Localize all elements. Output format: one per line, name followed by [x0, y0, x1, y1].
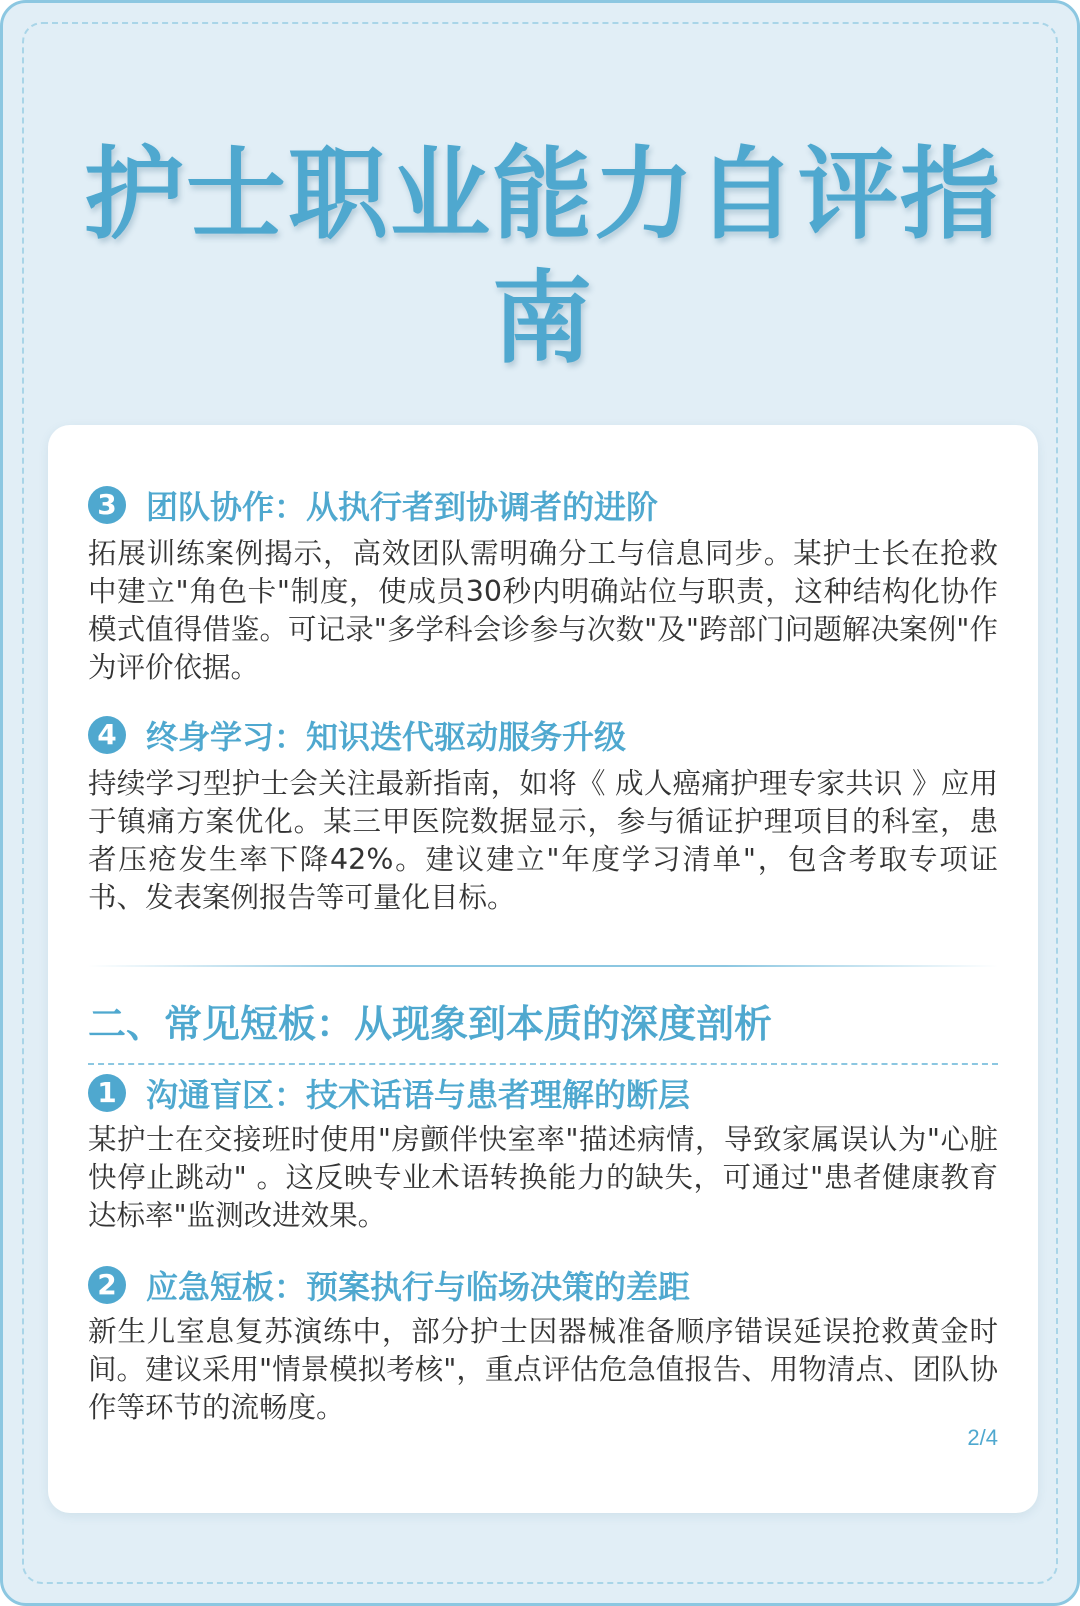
item-body: 持续学习型护士会关注最新指南，如将《 成人癌痛护理专家共识 》应用于镇痛方案优化。某三甲医院数据显示，参与循证护理项目的科室，患者压疮发生率下降42%。建议建立"年度学习清单"，包含考取专项证书、发表案例报告等可量化目标。	[88, 767, 998, 914]
item-header-teamwork	[88, 483, 658, 527]
section-divider	[88, 965, 998, 967]
number-badge-icon: 1	[88, 1074, 126, 1112]
item-title: 团队协作：从执行者到协调者的进阶	[146, 488, 659, 526]
item-header-communication	[88, 1071, 690, 1115]
item-body: 某护士在交接班时使用"房颤伴快室率"描述病情，导致家属误认为"心脏快停止跳动" 。这反映专业术语转换能力的缺失，可通过"患者健康教育达标率"监测改进效果。	[88, 1123, 998, 1232]
item-title: 终身学习：知识迭代驱动服务升级	[146, 718, 627, 756]
number-badge-icon: 3	[88, 486, 126, 524]
number-badge-icon: 4	[88, 716, 126, 754]
item-header-lifelong-learning	[88, 713, 626, 757]
item-body: 新生儿室息复苏演练中，部分护士因器械准备顺序错误延误抢救黄金时间。建议采用"情景模拟考核"，重点评估危急值报告、用物清点、团队协作等环节的流畅度。	[88, 1315, 998, 1424]
item-title: 应急短板：预案执行与临场决策的差距	[146, 1268, 691, 1306]
content-card	[48, 425, 1038, 1513]
item-header-emergency	[88, 1263, 690, 1307]
section-title-underline	[88, 1063, 998, 1065]
page-number: 2/4	[967, 1425, 998, 1450]
item-body: 拓展训练案例揭示，高效团队需明确分工与信息同步。某护士长在抢救中建立"角色卡"制度，使成员30秒内明确站位与职责，这种结构化协作模式值得借鉴。可记录"多学科会诊参与次数"及"跨部门问题解决案例"作为评价依据。	[88, 537, 998, 684]
item-title: 沟通盲区：技术话语与患者理解的断层	[146, 1076, 691, 1114]
section-title: 二、常见短板：从现象到本质的深度剖析	[88, 1002, 773, 1046]
page-title: 护士职业能力自评指南	[84, 136, 1002, 377]
number-badge-icon: 2	[88, 1266, 126, 1304]
